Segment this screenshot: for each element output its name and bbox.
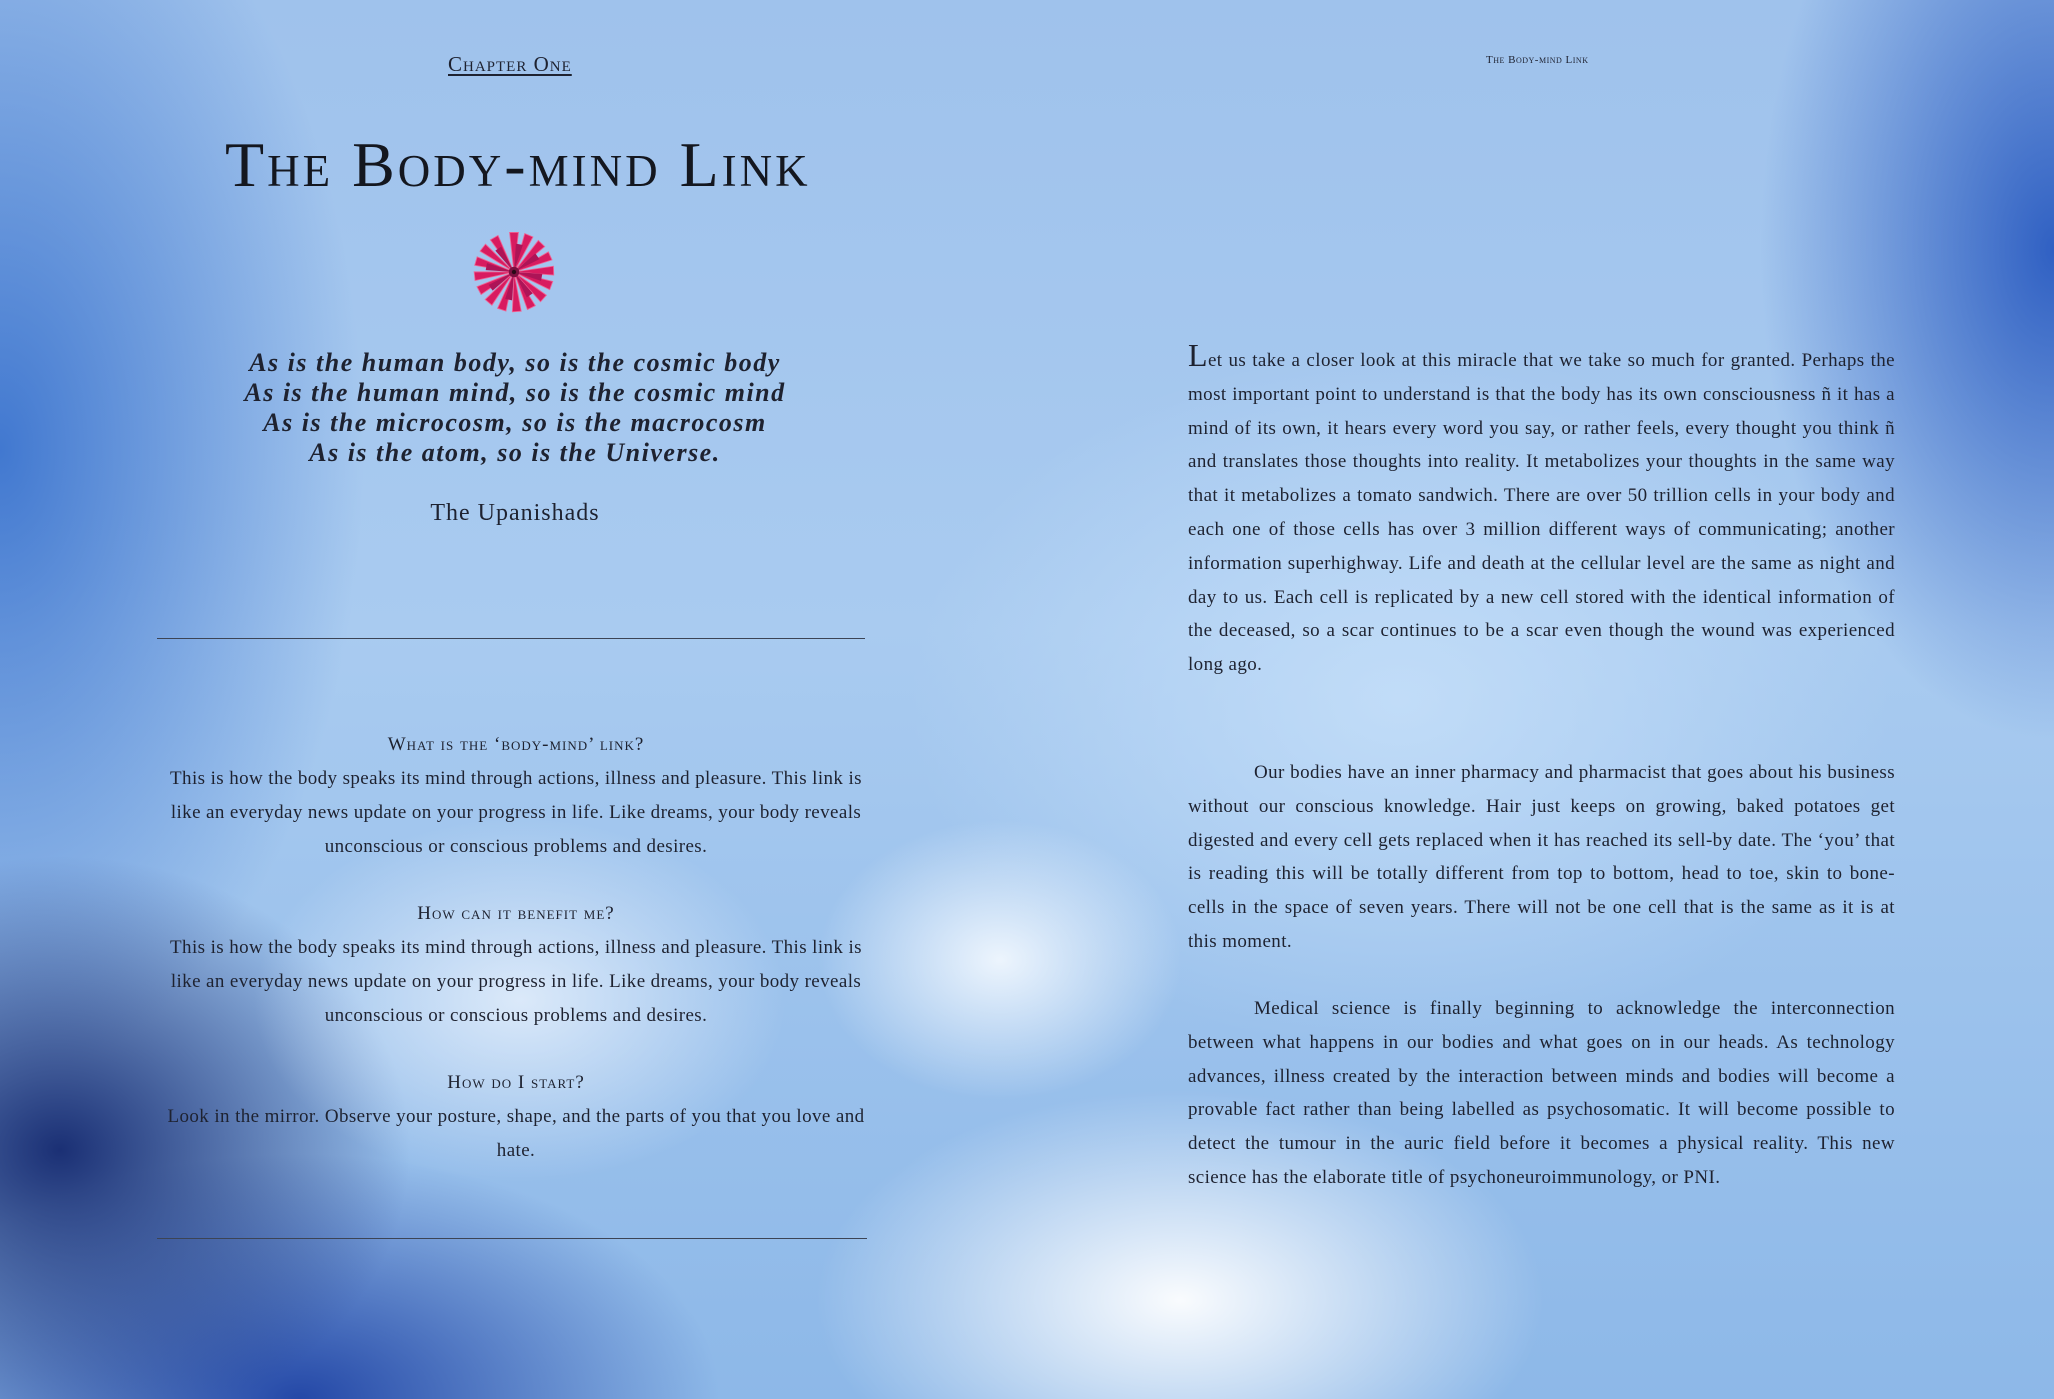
qa-answer: Look in the mirror. Observe your posture, shape, and the parts of you that you love and hate. bbox=[167, 1106, 865, 1161]
paragraph-text: et us take a closer look at this miracle that we take so much for granted. Perhaps the most important point to understand is that the body has its own consciousness ñ it has a mind of its own, it hears every word you say, or rather feels, every thought you think ñ and translates those thoughts into reality. It metabolizes your thoughts in the same way that it metabolizes a tomato sandwich. There are over 50 trillion cells in your body and each one of those cells has over 3 million different ways of communicating; another information superhighway. Life and death at the cellular level are the same as night and day to us. Each cell is replicated by a new cell stored with the identical information of the deceased, so a scar continues to be a scar even though the wound was experienced long ago. bbox=[1188, 350, 1895, 676]
qa-question: How can it benefit me? bbox=[417, 903, 615, 924]
body-paragraph-2: Our bodies have an inner pharmacy and pharmacist that goes about his business without our conscious knowledge. Hair just keeps on growing, baked potatoes get digested and every cell gets replaced when it has reached its sell-by date. The ‘you’ that is reading this will be totally different from top to bottom, head to toe, skin to bone-cells in the space of seven years. There will not be one cell that is the same as it is at this moment. bbox=[1188, 762, 1895, 952]
top-divider bbox=[157, 638, 865, 639]
qa-block-2 bbox=[160, 897, 872, 1033]
qa-answer: This is how the body speaks its mind through actions, illness and pleasure. This link is like an everyday news update on your progress in life. Like dreams, your body reveals unconscious or conscious problems and desires. bbox=[170, 937, 862, 1026]
poem-line: As is the microcosm, so is the macrocosm bbox=[263, 408, 767, 437]
poem-line: As is the human body, so is the cosmic body bbox=[249, 348, 781, 377]
qa-answer: This is how the body speaks its mind through actions, illness and pleasure. This link is like an everyday news update on your progress in life. Like dreams, your body reveals unconscious or conscious problems and desires. bbox=[170, 768, 862, 857]
bottom-divider bbox=[157, 1238, 867, 1239]
drop-cap: L bbox=[1188, 337, 1208, 373]
pink-flower-icon bbox=[470, 226, 558, 318]
poem-line: As is the atom, so is the Universe. bbox=[309, 438, 721, 467]
chapter-title: The Body-mind Link bbox=[225, 129, 811, 200]
chapter-label: Chapter One bbox=[448, 52, 572, 76]
qa-question: How do I start? bbox=[447, 1072, 585, 1093]
epigraph-attribution: The Upanishads bbox=[430, 500, 600, 526]
right-page bbox=[1027, 0, 2054, 1399]
qa-block-3 bbox=[160, 1066, 872, 1168]
running-head: The Body-mind Link bbox=[1486, 54, 1589, 66]
body-paragraph-1 bbox=[1188, 337, 1895, 682]
body-paragraph-3: Medical science is finally beginning to acknowledge the interconnection between what happens in our bodies and what goes on in our heads. As technology advances, illness created by the interaction between minds and bodies will become a provable fact rather than being labelled as psychosomatic. It will become possible to detect the tumour in the auric field before it becomes a physical reality. This new science has the elaborate title of psychoneuroimmunology, or PNI. bbox=[1188, 998, 1895, 1188]
qa-block-1 bbox=[160, 728, 872, 864]
qa-question: What is the ‘body-mind’ link? bbox=[387, 734, 645, 755]
poem-line: As is the human mind, so is the cosmic mind bbox=[244, 378, 786, 407]
epigraph-poem bbox=[150, 348, 880, 468]
